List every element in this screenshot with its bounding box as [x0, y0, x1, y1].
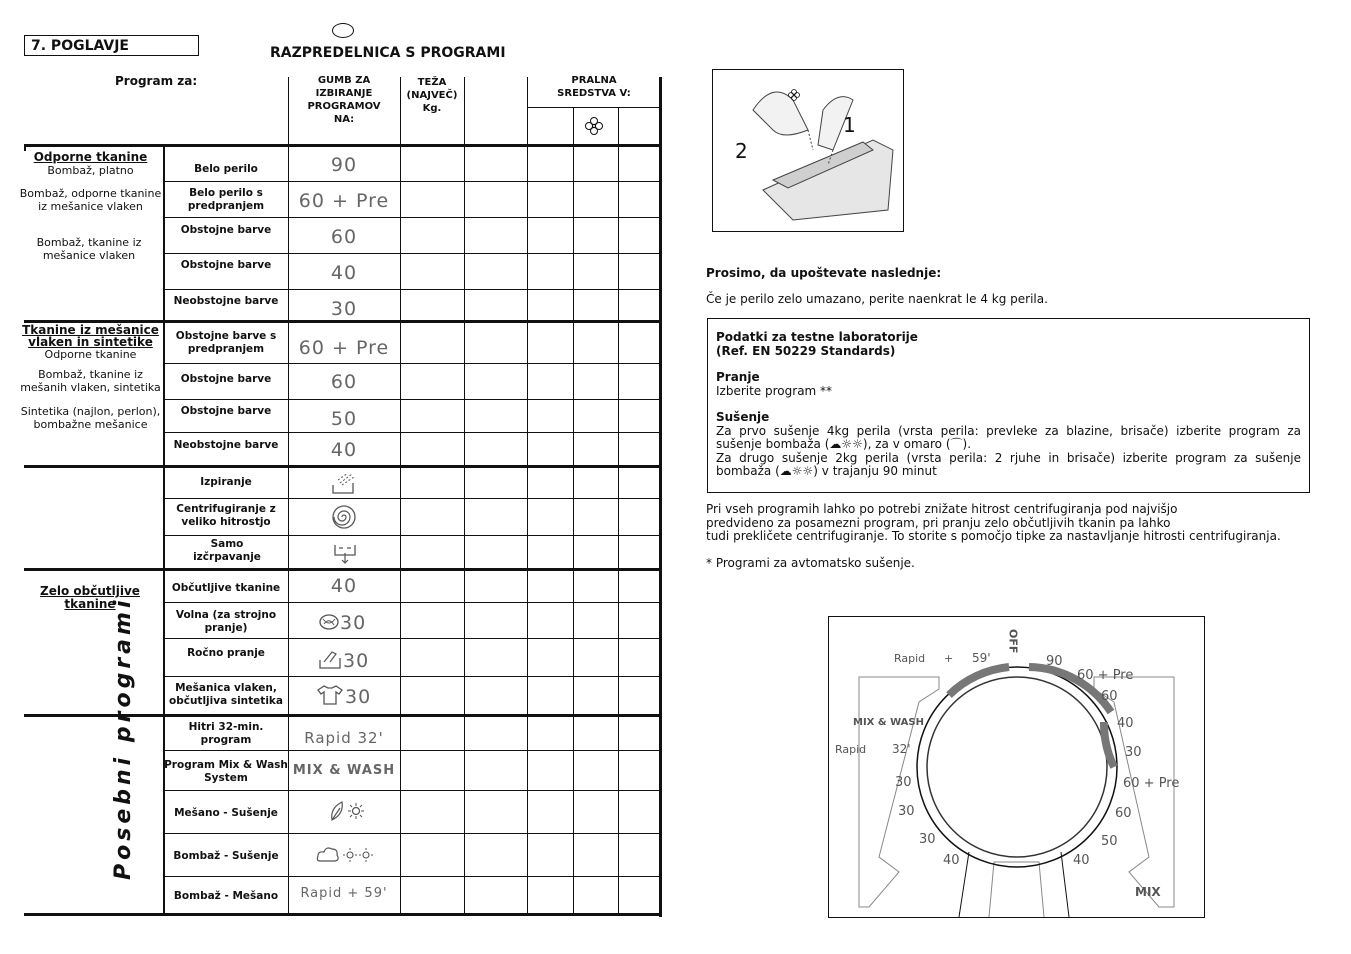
test-lab-box: Podatki za testne laboratorije (Ref. EN 50229 Standards) Pranje Izberite program ** Sušenje Za prvo sušenje 4kg perila (vrsta perila: prevleke za blazine, brisače) izberite program za sušenje bombaža (☁☼☼), za v omaro (⌒). Za drugo sušenje 2kg perila (vrsta perila: 2 rjuhe in brisače) izberite program za sušenje bombaža (☁☼☼) v trajanju 90 minut — [707, 318, 1310, 493]
row-label: Obstojne barve — [180, 373, 272, 385]
chapter-label: 7. POGLAVJE — [24, 35, 199, 56]
detergent-column-header: PRALNA SREDSTVA V: — [557, 75, 631, 99]
svg-text:40: 40 — [943, 853, 960, 868]
row-label: Ročno pranje — [187, 647, 265, 659]
svg-text:+: + — [944, 652, 954, 665]
svg-text:MIX: MIX — [1135, 885, 1161, 899]
svg-text:30: 30 — [1125, 745, 1142, 760]
knob-symbol: 30 — [330, 298, 358, 320]
page-title: RAZPREDELNICA S PROGRAMI — [270, 45, 506, 61]
knob-symbol: 30 — [340, 612, 367, 634]
group-mixed: Tkanine iz mešanice vlaken in sintetike Odporne tkanine — [22, 323, 159, 361]
row-label: Bombaž - Sušenje — [173, 850, 279, 862]
program-dial-illustration — [828, 616, 1205, 918]
notice-text: Če je perilo zelo umazano, perite naenkrat le 4 kg perila. — [706, 292, 1048, 306]
svg-text:60: 60 — [1115, 806, 1132, 821]
svg-text:30: 30 — [895, 775, 912, 790]
row-label: Belo perilo — [194, 163, 258, 175]
row-label: Mešano - Sušenje — [174, 807, 278, 819]
svg-text:60 + Pre: 60 + Pre — [1077, 668, 1134, 683]
row-label: Program Mix & Wash System — [164, 759, 288, 784]
cotton-dry-inline-icon: ☁☼☼ — [779, 464, 814, 478]
svg-text:60: 60 — [1101, 689, 1118, 704]
knob-symbol: MIX & WASH — [292, 763, 396, 778]
knob-symbol: 30 — [345, 686, 372, 708]
row-label: Občutljive tkanine — [171, 582, 281, 594]
group-delicate: Zelo občutljive tkanine — [40, 584, 140, 611]
wool-icon — [318, 611, 340, 631]
row-label: Bombaž - Mešano — [173, 890, 279, 902]
knob-symbol: 40 — [330, 262, 358, 284]
row-label: Neobstojne barve — [173, 295, 279, 307]
row-label: Volna (za strojno pranje) — [175, 609, 277, 634]
mixed-dry-icon — [328, 800, 368, 824]
knob-symbol: 40 — [330, 439, 358, 461]
svg-text:OFF: OFF — [1006, 629, 1020, 654]
svg-text:32': 32' — [892, 742, 911, 756]
knob-column-header: GUMB ZA IZBIRANJE PROGRAMOV NA: — [307, 75, 381, 125]
row-label: Mešanica vlaken, občutljiva sintetika — [169, 682, 283, 707]
svg-text:Rapid: Rapid — [835, 743, 867, 756]
cotton-dry-inline-icon: ☁☼☼ — [829, 437, 863, 451]
svg-text:Rapid: Rapid — [894, 652, 926, 665]
knob-symbol: Rapid 32' — [304, 729, 384, 747]
notice-heading: Prosimo, da upoštevate naslednje: — [706, 266, 942, 280]
spin-icon — [331, 504, 357, 530]
cotton-dry-icon — [316, 843, 376, 867]
row-label: Obstojne barve — [180, 224, 272, 236]
hand-wash-icon — [318, 648, 342, 670]
svg-text:30: 30 — [919, 832, 936, 847]
group-resistant-2: Bombaž, odporne tkanine iz mešanice vlaken — [19, 187, 162, 213]
row-label: Neobstojne barve — [173, 439, 279, 451]
knob-symbol: 60 — [330, 226, 358, 248]
svg-text:50: 50 — [1101, 834, 1118, 849]
spin-speed-paragraph: Pri vseh programih lahko po potrebi znižate hitrost centrifugiranja pod najvišjo predvideno za posamezni program, pri pranju zelo občutljivih tkanin pa lahko tudi prekličete centrifugiranje. To storite s pomočjo tipke za nastavljanje hitrosti centrifugiranja. — [706, 502, 1281, 543]
knob-symbol: 90 — [330, 154, 358, 176]
shirt-icon — [316, 684, 344, 706]
svg-text:2: 2 — [735, 139, 748, 163]
knob-symbol: 30 — [343, 650, 370, 672]
knob-symbol: Rapid + 59' — [300, 886, 388, 901]
row-label: Obstojne barve s predpranjem — [175, 330, 277, 355]
program-for-heading: Program za: — [115, 74, 198, 88]
svg-text:60 + Pre: 60 + Pre — [1123, 776, 1180, 791]
row-label: Izpiranje — [200, 476, 252, 488]
svg-text:1: 1 — [843, 113, 856, 137]
cupboard-inline-icon: ⌒ — [950, 437, 963, 451]
knob-symbol: 60 + Pre — [298, 337, 390, 359]
row-label: Hitri 32-min. program — [188, 721, 264, 746]
group-mixed-2: Bombaž, tkanine iz mešanih vlaken, sintetika — [20, 368, 161, 394]
group-resistant-3: Bombaž, tkanine iz mešanice vlaken — [36, 236, 142, 262]
row-label: Samo izčrpavanje — [193, 538, 261, 563]
knob-symbol: 50 — [330, 408, 358, 430]
svg-text:59': 59' — [972, 651, 991, 665]
language-oval — [332, 23, 354, 38]
row-label: Obstojne barve — [180, 405, 272, 417]
svg-text:Posebni programi: Posebni programi — [111, 596, 136, 880]
svg-text:30: 30 — [898, 804, 915, 819]
row-label: Centrifugiranje z veliko hitrostjo — [176, 503, 276, 528]
svg-text:90: 90 — [1046, 654, 1063, 669]
flower-softener-icon — [584, 116, 604, 136]
knob-symbol: 60 — [330, 371, 358, 393]
footnote: * Programi za avtomatsko sušenje. — [706, 556, 915, 570]
row-label: Belo perilo s predpranjem — [187, 187, 265, 212]
svg-text:40: 40 — [1073, 853, 1090, 868]
group-mixed-3: Sintetika (najlon, perlon), bombažne mešanice — [20, 405, 161, 431]
knob-symbol: 60 + Pre — [298, 190, 390, 212]
knob-symbol: 40 — [330, 575, 358, 597]
group-resistant: Odporne tkanine Bombaž, platno — [33, 150, 148, 177]
svg-text:MIX & WASH: MIX & WASH — [853, 717, 924, 728]
weight-column-header: TEŽA (NAJVEČ) Kg. — [406, 77, 458, 114]
rinse-icon — [330, 471, 356, 495]
row-label: Obstojne barve — [180, 259, 272, 271]
detergent-drawer-illustration — [712, 69, 904, 232]
group-special — [52, 596, 136, 885]
drain-icon — [332, 541, 358, 565]
svg-text:40: 40 — [1117, 716, 1134, 731]
